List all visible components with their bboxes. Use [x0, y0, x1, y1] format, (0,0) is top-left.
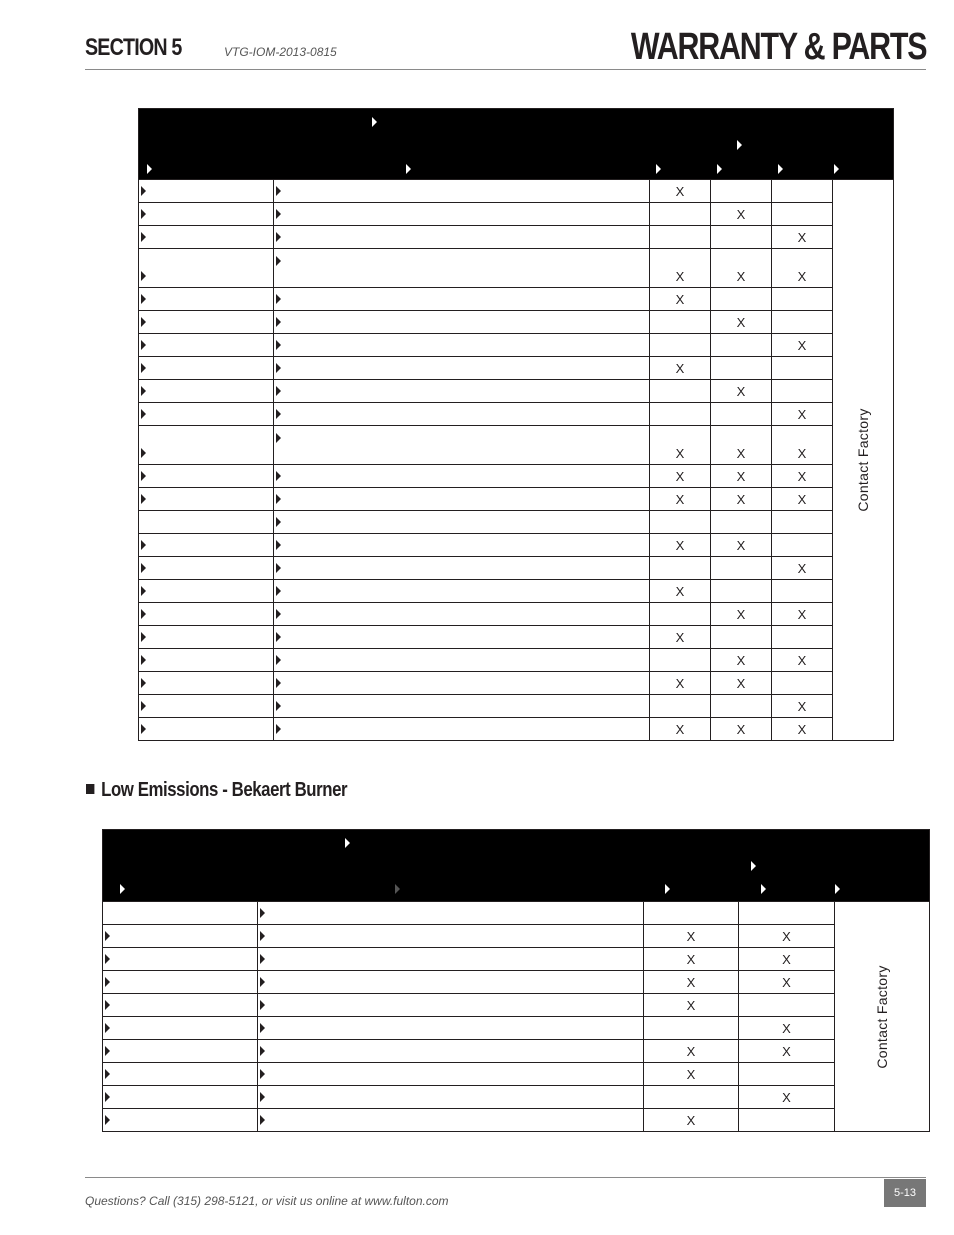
header-divider	[85, 69, 926, 70]
part-number-cell	[139, 695, 274, 718]
model-mark-cell: X	[739, 1017, 835, 1040]
model-mark-cell	[650, 380, 711, 403]
model-mark-cell: X	[739, 925, 835, 948]
triangle-icon	[260, 977, 265, 987]
description-cell	[274, 603, 650, 626]
square-bullet-icon	[86, 784, 94, 794]
table-row	[103, 1109, 930, 1132]
model-mark-cell	[772, 357, 833, 380]
model-mark-cell: X	[650, 488, 711, 511]
part-number-cell	[139, 488, 274, 511]
table-row	[139, 488, 894, 511]
model-mark-cell	[772, 180, 833, 203]
part-number-cell	[139, 226, 274, 249]
triangle-icon	[717, 164, 722, 174]
triangle-icon	[761, 884, 766, 894]
parts-table-standard	[138, 108, 894, 741]
model-mark-cell	[772, 626, 833, 649]
description-cell	[274, 380, 650, 403]
triangle-icon	[141, 317, 146, 327]
table-row	[139, 357, 894, 380]
model-mark-cell	[650, 695, 711, 718]
model-mark-cell	[711, 334, 772, 357]
model-mark-cell: X	[644, 971, 739, 994]
triangle-icon	[141, 655, 146, 665]
model-mark-cell: X	[711, 311, 772, 334]
triangle-icon	[276, 232, 281, 242]
triangle-icon	[276, 494, 281, 504]
table-row	[103, 902, 930, 925]
model-mark-cell: X	[644, 948, 739, 971]
model-mark-cell: X	[650, 718, 711, 741]
table-row	[139, 403, 894, 426]
part-number-cell	[139, 603, 274, 626]
model-mark-cell: X	[711, 649, 772, 672]
model-mark-cell	[711, 580, 772, 603]
table-row	[103, 925, 930, 948]
triangle-icon	[276, 586, 281, 596]
triangle-icon	[276, 186, 281, 196]
description-cell	[258, 925, 644, 948]
triangle-icon	[276, 724, 281, 734]
model-mark-cell	[739, 994, 835, 1017]
table-row	[139, 580, 894, 603]
table-row	[139, 557, 894, 580]
part-number-cell	[139, 311, 274, 334]
triangle-icon	[141, 271, 146, 281]
page-number-badge: 5-13	[884, 1179, 926, 1207]
model-mark-cell: X	[650, 672, 711, 695]
part-number-cell	[139, 511, 274, 534]
model-mark-cell	[650, 226, 711, 249]
description-cell	[274, 226, 650, 249]
model-mark-cell: X	[772, 226, 833, 249]
table-row	[103, 994, 930, 1017]
triangle-icon	[141, 701, 146, 711]
contact-factory-cell	[833, 180, 894, 741]
description-cell	[258, 1017, 644, 1040]
triangle-icon	[260, 954, 265, 964]
triangle-icon	[105, 1069, 110, 1079]
model-mark-cell	[772, 534, 833, 557]
triangle-icon	[141, 209, 146, 219]
triangle-icon	[276, 701, 281, 711]
model-mark-cell: X	[711, 672, 772, 695]
model-mark-cell: X	[739, 948, 835, 971]
table-row	[103, 971, 930, 994]
triangle-icon	[276, 517, 281, 527]
model-mark-cell: X	[650, 180, 711, 203]
triangle-icon	[260, 908, 265, 918]
table-row	[139, 334, 894, 357]
part-number-cell	[139, 672, 274, 695]
triangle-icon	[834, 164, 839, 174]
model-mark-cell: X	[772, 249, 833, 288]
triangle-icon	[276, 678, 281, 688]
model-mark-cell: X	[650, 534, 711, 557]
description-cell	[274, 488, 650, 511]
model-mark-cell	[644, 1017, 739, 1040]
description-cell	[274, 334, 650, 357]
table-row	[103, 1063, 930, 1086]
model-mark-cell: X	[644, 925, 739, 948]
model-mark-cell: X	[772, 718, 833, 741]
description-cell	[258, 1109, 644, 1132]
model-mark-cell: X	[644, 994, 739, 1017]
model-mark-cell: X	[711, 488, 772, 511]
description-cell	[274, 288, 650, 311]
description-cell	[258, 948, 644, 971]
part-number-cell	[103, 948, 258, 971]
model-mark-cell: X	[711, 465, 772, 488]
description-cell	[274, 557, 650, 580]
part-number-cell	[103, 1086, 258, 1109]
table-row	[103, 948, 930, 971]
triangle-icon	[141, 494, 146, 504]
model-mark-cell	[650, 511, 711, 534]
model-mark-cell: X	[772, 649, 833, 672]
model-mark-cell: X	[772, 603, 833, 626]
model-mark-cell: X	[650, 426, 711, 465]
triangle-icon	[276, 609, 281, 619]
description-cell	[274, 311, 650, 334]
part-number-cell	[139, 288, 274, 311]
model-mark-cell	[772, 288, 833, 311]
triangle-icon	[141, 724, 146, 734]
table-row	[139, 603, 894, 626]
model-mark-cell	[711, 626, 772, 649]
description-cell	[274, 649, 650, 672]
model-mark-cell: X	[650, 580, 711, 603]
part-number-cell	[139, 380, 274, 403]
description-cell	[274, 626, 650, 649]
model-mark-cell: X	[772, 488, 833, 511]
table-header-row	[139, 109, 894, 180]
triangle-icon	[406, 164, 411, 174]
table-row	[139, 672, 894, 695]
triangle-icon	[835, 884, 840, 894]
model-mark-cell: X	[772, 695, 833, 718]
model-mark-cell	[739, 1109, 835, 1132]
table-row	[139, 380, 894, 403]
triangle-icon	[105, 954, 110, 964]
table-header-row	[103, 830, 930, 902]
part-number-cell	[103, 1017, 258, 1040]
part-number-cell	[139, 249, 274, 288]
triangle-icon	[778, 164, 783, 174]
part-number-cell	[139, 534, 274, 557]
part-number-cell	[139, 334, 274, 357]
model-mark-cell	[650, 334, 711, 357]
model-mark-cell	[650, 311, 711, 334]
table-row	[139, 465, 894, 488]
triangle-icon	[141, 232, 146, 242]
model-mark-cell: X	[711, 249, 772, 288]
triangle-icon	[141, 363, 146, 373]
model-mark-cell: X	[739, 971, 835, 994]
section-label: SECTION 5	[85, 34, 182, 61]
triangle-icon	[276, 317, 281, 327]
model-mark-cell	[650, 557, 711, 580]
footer-divider	[85, 1177, 926, 1178]
triangle-icon	[141, 632, 146, 642]
triangle-icon	[141, 386, 146, 396]
triangle-icon	[105, 977, 110, 987]
model-mark-cell: X	[644, 1109, 739, 1132]
description-cell	[258, 1040, 644, 1063]
description-cell	[274, 672, 650, 695]
triangle-icon	[141, 678, 146, 688]
table-row	[139, 180, 894, 203]
triangle-icon	[260, 1069, 265, 1079]
triangle-icon	[345, 838, 350, 848]
part-number-cell	[139, 580, 274, 603]
triangle-icon	[141, 540, 146, 550]
triangle-icon	[141, 471, 146, 481]
model-mark-cell: X	[650, 249, 711, 288]
part-number-cell	[139, 426, 274, 465]
triangle-icon	[276, 540, 281, 550]
part-number-cell	[139, 465, 274, 488]
description-cell	[274, 357, 650, 380]
table-row	[139, 695, 894, 718]
description-cell	[258, 902, 644, 925]
contact-factory-label: Contact Factory	[874, 964, 891, 1069]
part-number-cell	[139, 357, 274, 380]
model-mark-cell	[711, 511, 772, 534]
triangle-icon	[276, 209, 281, 219]
description-cell	[274, 465, 650, 488]
model-mark-cell: X	[711, 426, 772, 465]
model-mark-cell: X	[711, 534, 772, 557]
subheading-text: Low Emissions - Bekaert Burner	[101, 779, 348, 801]
model-mark-cell	[711, 357, 772, 380]
model-mark-cell: X	[644, 1040, 739, 1063]
triangle-icon	[751, 861, 756, 871]
triangle-icon	[105, 1092, 110, 1102]
footer-contact-text: Questions? Call (315) 298-5121, or visit us online at www.fulton.com	[85, 1194, 449, 1208]
model-mark-cell	[711, 695, 772, 718]
triangle-icon	[105, 1115, 110, 1125]
model-mark-cell: X	[650, 288, 711, 311]
model-mark-cell: X	[772, 465, 833, 488]
triangle-icon	[141, 340, 146, 350]
triangle-icon	[276, 294, 281, 304]
triangle-icon	[120, 884, 125, 894]
model-mark-cell	[644, 1086, 739, 1109]
model-mark-cell: X	[650, 626, 711, 649]
triangle-icon	[141, 409, 146, 419]
section-subheading	[86, 779, 347, 802]
part-number-cell	[103, 971, 258, 994]
description-cell	[258, 1063, 644, 1086]
model-mark-cell: X	[711, 380, 772, 403]
triangle-icon	[276, 655, 281, 665]
model-mark-cell	[772, 580, 833, 603]
triangle-icon	[276, 363, 281, 373]
triangle-icon	[105, 1046, 110, 1056]
table-row	[103, 1017, 930, 1040]
table-row	[139, 511, 894, 534]
table-row	[139, 649, 894, 672]
parts-table-bekaert	[102, 829, 930, 1132]
triangle-icon	[141, 448, 146, 458]
description-cell	[258, 971, 644, 994]
document-code: VTG-IOM-2013-0815	[224, 45, 337, 59]
table-row	[139, 534, 894, 557]
description-cell	[274, 695, 650, 718]
model-mark-cell	[711, 226, 772, 249]
table-row	[139, 249, 894, 288]
description-cell	[274, 580, 650, 603]
triangle-icon	[105, 1000, 110, 1010]
triangle-icon	[665, 884, 670, 894]
description-cell	[274, 718, 650, 741]
part-number-cell	[103, 925, 258, 948]
triangle-icon	[260, 1115, 265, 1125]
part-number-cell	[139, 649, 274, 672]
page-title: WARRANTY & PARTS	[630, 26, 926, 68]
triangle-icon	[260, 931, 265, 941]
description-cell	[274, 534, 650, 557]
model-mark-cell: X	[650, 465, 711, 488]
contact-factory-label: Contact Factory	[855, 408, 872, 512]
description-cell	[274, 249, 650, 288]
part-number-cell	[139, 557, 274, 580]
model-mark-cell	[739, 902, 835, 925]
model-mark-cell: X	[739, 1086, 835, 1109]
triangle-icon	[276, 471, 281, 481]
model-mark-cell: X	[711, 203, 772, 226]
triangle-icon	[141, 609, 146, 619]
triangle-icon	[141, 186, 146, 196]
model-mark-cell	[739, 1063, 835, 1086]
model-mark-cell	[772, 511, 833, 534]
model-mark-cell: X	[772, 426, 833, 465]
description-cell	[258, 1086, 644, 1109]
triangle-icon	[105, 1023, 110, 1033]
model-mark-cell	[772, 203, 833, 226]
model-mark-cell: X	[711, 603, 772, 626]
model-mark-cell	[650, 403, 711, 426]
part-number-cell	[139, 626, 274, 649]
part-number-cell	[103, 1109, 258, 1132]
model-mark-cell: X	[772, 557, 833, 580]
triangle-icon	[395, 884, 400, 894]
part-number-cell	[139, 203, 274, 226]
model-mark-cell	[650, 203, 711, 226]
description-cell	[274, 180, 650, 203]
table-row	[139, 718, 894, 741]
model-mark-cell	[772, 380, 833, 403]
triangle-icon	[276, 256, 281, 266]
triangle-icon	[737, 140, 742, 150]
triangle-icon	[276, 340, 281, 350]
part-number-cell	[139, 180, 274, 203]
triangle-icon	[260, 1092, 265, 1102]
model-mark-cell	[772, 311, 833, 334]
triangle-icon	[141, 294, 146, 304]
description-cell	[274, 426, 650, 465]
part-number-cell	[139, 403, 274, 426]
model-mark-cell	[711, 557, 772, 580]
model-mark-cell: X	[650, 357, 711, 380]
triangle-icon	[105, 931, 110, 941]
model-mark-cell	[711, 180, 772, 203]
part-number-cell	[139, 718, 274, 741]
triangle-icon	[260, 1000, 265, 1010]
table-row	[103, 1086, 930, 1109]
triangle-icon	[147, 164, 152, 174]
triangle-icon	[260, 1023, 265, 1033]
table-row	[103, 1040, 930, 1063]
model-mark-cell: X	[772, 334, 833, 357]
part-number-cell	[103, 994, 258, 1017]
part-number-cell	[103, 902, 258, 925]
contact-factory-cell	[835, 902, 930, 1132]
description-cell	[274, 511, 650, 534]
table-row	[139, 203, 894, 226]
model-mark-cell	[711, 403, 772, 426]
description-cell	[274, 203, 650, 226]
triangle-icon	[141, 563, 146, 573]
triangle-icon	[656, 164, 661, 174]
triangle-icon	[260, 1046, 265, 1056]
table-row	[139, 288, 894, 311]
model-mark-cell	[650, 603, 711, 626]
triangle-icon	[276, 632, 281, 642]
table-row	[139, 626, 894, 649]
triangle-icon	[276, 409, 281, 419]
model-mark-cell	[644, 902, 739, 925]
table-row	[139, 426, 894, 465]
triangle-icon	[276, 563, 281, 573]
triangle-icon	[141, 586, 146, 596]
model-mark-cell: X	[739, 1040, 835, 1063]
triangle-icon	[372, 117, 377, 127]
description-cell	[258, 994, 644, 1017]
part-number-cell	[103, 1040, 258, 1063]
table-row	[139, 226, 894, 249]
triangle-icon	[276, 433, 281, 443]
model-mark-cell: X	[644, 1063, 739, 1086]
part-number-cell	[103, 1063, 258, 1086]
table-row	[139, 311, 894, 334]
model-mark-cell	[650, 649, 711, 672]
model-mark-cell: X	[772, 403, 833, 426]
model-mark-cell	[772, 672, 833, 695]
triangle-icon	[276, 386, 281, 396]
description-cell	[274, 403, 650, 426]
model-mark-cell: X	[711, 718, 772, 741]
model-mark-cell	[711, 288, 772, 311]
